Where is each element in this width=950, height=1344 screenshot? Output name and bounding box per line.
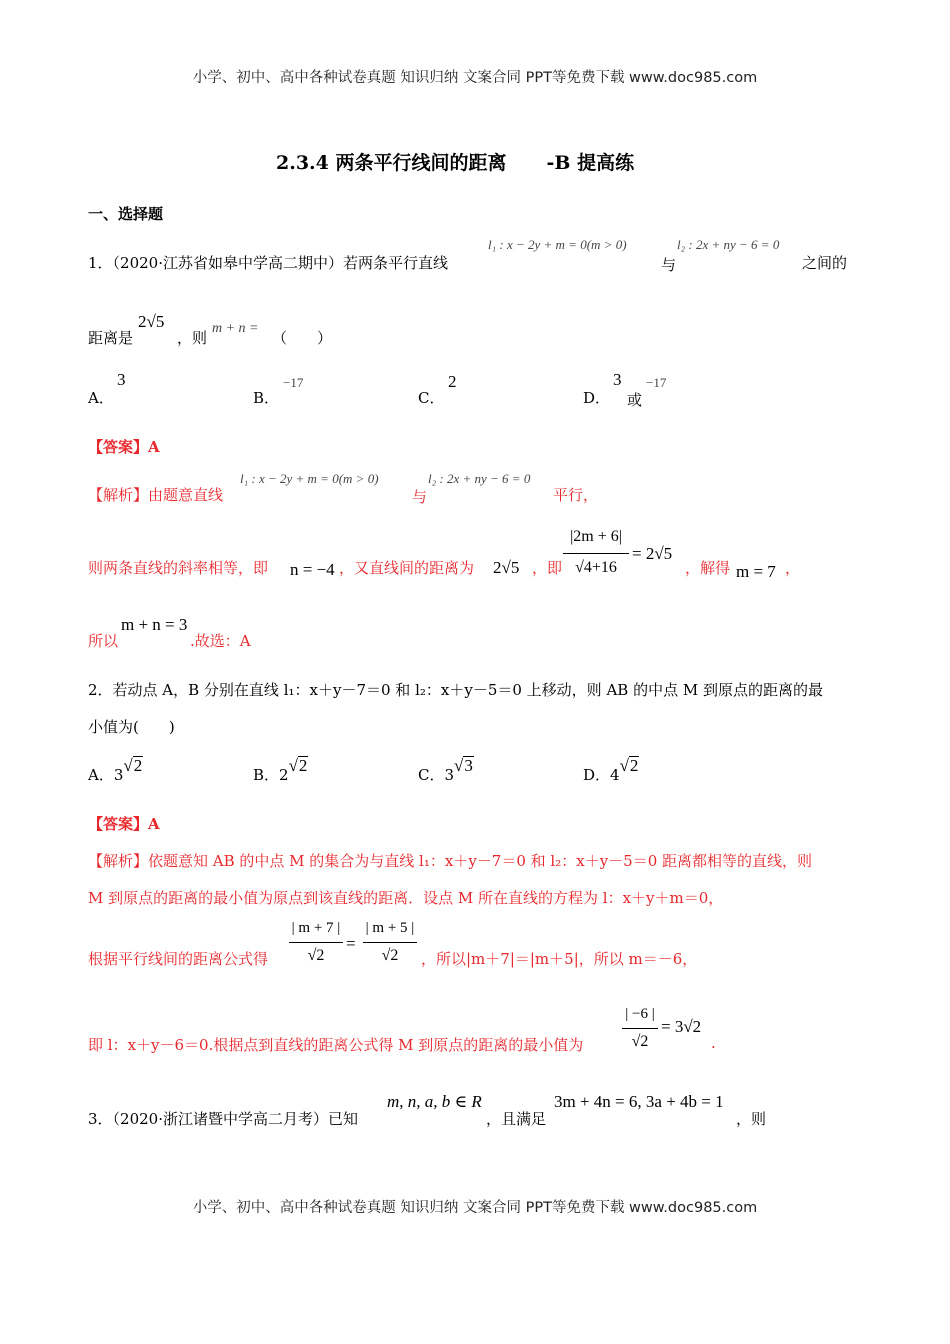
- fraction-bar: [363, 942, 417, 943]
- q1-row2-label: 距离是: [88, 329, 134, 347]
- q2-option-c-label: C．3: [418, 766, 455, 784]
- q2-option-d-radicand: 2: [629, 756, 639, 775]
- q2-option-b-label: B．2: [253, 766, 289, 784]
- q1-explain-ie: ，即: [532, 559, 563, 577]
- page-footer: 小学、初中、高中各种试卷真题 知识归纳 文案合同 PPT等免费下载 www.doc985.com: [192, 1200, 758, 1216]
- q1-intro: 1．（2020·江苏省如皋中学高二期中）若两条平行直线: [88, 254, 448, 272]
- q1-tail: 之间的: [802, 254, 848, 272]
- q1-explain-and: 与: [412, 488, 428, 506]
- q1-option-a: A．: [88, 389, 114, 407]
- q1-answer: 【答案】A: [88, 438, 160, 456]
- q2-explain-line3: 根据平行线间的距离公式得: [88, 950, 269, 968]
- q1-explain-m: m = 7: [736, 562, 776, 581]
- title-main: 2.3.4 两条平行线间的距离: [276, 152, 507, 174]
- q1-expr: m + n =: [212, 321, 259, 336]
- fraction-numerator: | −6 |: [625, 1006, 655, 1022]
- q3-end: ，则: [736, 1110, 767, 1128]
- title-suffix: -B 提高练: [546, 152, 635, 174]
- q2-explain-line4: 即 l：x＋y－6＝0.根据点到直线的距离公式得 M 到原点的距离的最小值为: [88, 1036, 584, 1054]
- q1-explain-equals: = 2√5: [632, 544, 673, 563]
- q2-fraction-3: [622, 1006, 658, 1060]
- q1-line2-formula: l₂ : 2x + ny − 6 = 0: [677, 237, 780, 252]
- q3-condition: m, n, a, b ∈ R: [387, 1092, 482, 1111]
- q1-option-c-value: 2: [448, 372, 457, 391]
- q2-option-b: B．2√2: [253, 756, 308, 784]
- q2-option-c-radicand: 3: [464, 756, 473, 775]
- q1-explain-comma: ，: [785, 559, 801, 577]
- q2-explain-period: .: [711, 1034, 716, 1052]
- q2-fraction-equals: =: [346, 934, 356, 953]
- q1-option-b-value: −17: [283, 375, 304, 390]
- page-header: 小学、初中、高中各种试卷真题 知识归纳 文案合同 PPT等免费下载 www.doc985.com: [192, 70, 758, 86]
- q1-explain-line2: 则两条直线的斜率相等，即: [88, 559, 269, 577]
- q1-explain-parallel: 平行，: [553, 486, 599, 504]
- q2-option-d: D．4√2: [583, 756, 639, 784]
- fraction-numerator: | m + 5 |: [365, 920, 415, 936]
- q1-explain-l1-formula: l₁ : x − 2y + m = 0(m > 0): [240, 471, 379, 486]
- q2-option-c: C．3√3: [418, 756, 473, 784]
- q1-explain-line3: 所以: [88, 632, 119, 650]
- q2-explain-line1: 【解析】依题意知 AB 的中点 M 的集合为与直线 l₁：x＋y－7＝0 和 l₂：x＋y－5＝0 距离都相等的直线，则: [88, 852, 813, 870]
- fraction-denominator: √4+16: [575, 559, 617, 576]
- q1-explain-n: n = −4: [290, 560, 335, 579]
- q1-option-d-or: 或: [627, 391, 643, 409]
- q2-option-a-radicand: 2: [133, 756, 143, 775]
- q1-option-a-value: 3: [117, 370, 126, 389]
- fraction-bar: [563, 553, 629, 554]
- q2-option-a-label: A．3: [88, 766, 124, 784]
- q2-explain-line2: M 到原点的距离的最小值为原点到该直线的距离．设点 M 所在直线的方程为 l：x＋y＋m＝0，: [88, 889, 724, 907]
- fraction-denominator: √2: [631, 1033, 649, 1050]
- q2-option-b-radicand: 2: [298, 756, 308, 775]
- q2-option-a: A．3√2: [88, 756, 143, 784]
- q1-explain-dist: 2√5: [493, 558, 520, 577]
- q1-option-d-value2: −17: [646, 375, 667, 390]
- q2-explain-line3-tail: ，所以|m＋7|＝|m＋5|，所以 m＝－6，: [421, 950, 698, 968]
- q2-option-d-label: D．4: [583, 766, 620, 784]
- q1-distance: 2√5: [138, 312, 165, 331]
- q3-intro: 3．（2020·浙江诸暨中学高二月考）已知: [88, 1110, 358, 1128]
- q1-explain-sum: m + n = 3: [121, 615, 188, 634]
- q2-stem-line2: 小值为( ): [88, 718, 175, 736]
- q1-explain-fraction: [563, 528, 629, 584]
- q1-explain-then: ，又直线间的距离为: [339, 559, 475, 577]
- q2-fraction-3-equals: = 3√2: [661, 1017, 702, 1036]
- fraction-numerator: | m + 7 |: [291, 920, 341, 936]
- q1-conj: 与: [661, 256, 677, 274]
- q1-option-c: C．: [418, 389, 445, 407]
- fraction-bar: [289, 942, 343, 943]
- q1-explain-solve: ，解得: [685, 559, 731, 577]
- q2-fraction-1: [289, 920, 343, 974]
- q3-mid: ，且满足: [486, 1110, 547, 1128]
- q1-option-b: B．: [253, 389, 280, 407]
- q1-row2-then: ，则: [177, 329, 208, 347]
- fraction-denominator: √2: [381, 947, 399, 964]
- q2-fraction-2: [363, 920, 417, 974]
- q1-option-d-value1: 3: [613, 370, 622, 389]
- q1-explain-line1: 【解析】由题意直线: [88, 486, 224, 504]
- q1-explain-l2-formula: l₂ : 2x + ny − 6 = 0: [428, 471, 531, 486]
- q1-paren: （ ）: [272, 329, 333, 347]
- q1-explain-choose: .故选：A: [190, 632, 251, 650]
- page-title: [276, 148, 634, 175]
- q1-line1-formula: l₁ : x − 2y + m = 0(m > 0): [488, 237, 627, 252]
- q3-equations: 3m + 4n = 6, 3a + 4b = 1: [554, 1092, 724, 1111]
- q2-stem-line1: 2．若动点 A，B 分别在直线 l₁：x＋y－7＝0 和 l₂：x＋y－5＝0 上移动，则 AB 的中点 M 到原点的距离的最: [88, 681, 823, 699]
- q2-answer: 【答案】A: [88, 815, 160, 833]
- fraction-bar: [622, 1028, 658, 1029]
- q1-option-d: D．: [583, 389, 611, 407]
- fraction-denominator: √2: [307, 947, 325, 964]
- section-heading: 一、选择题: [88, 205, 164, 223]
- fraction-numerator: |2m + 6|: [570, 528, 622, 545]
